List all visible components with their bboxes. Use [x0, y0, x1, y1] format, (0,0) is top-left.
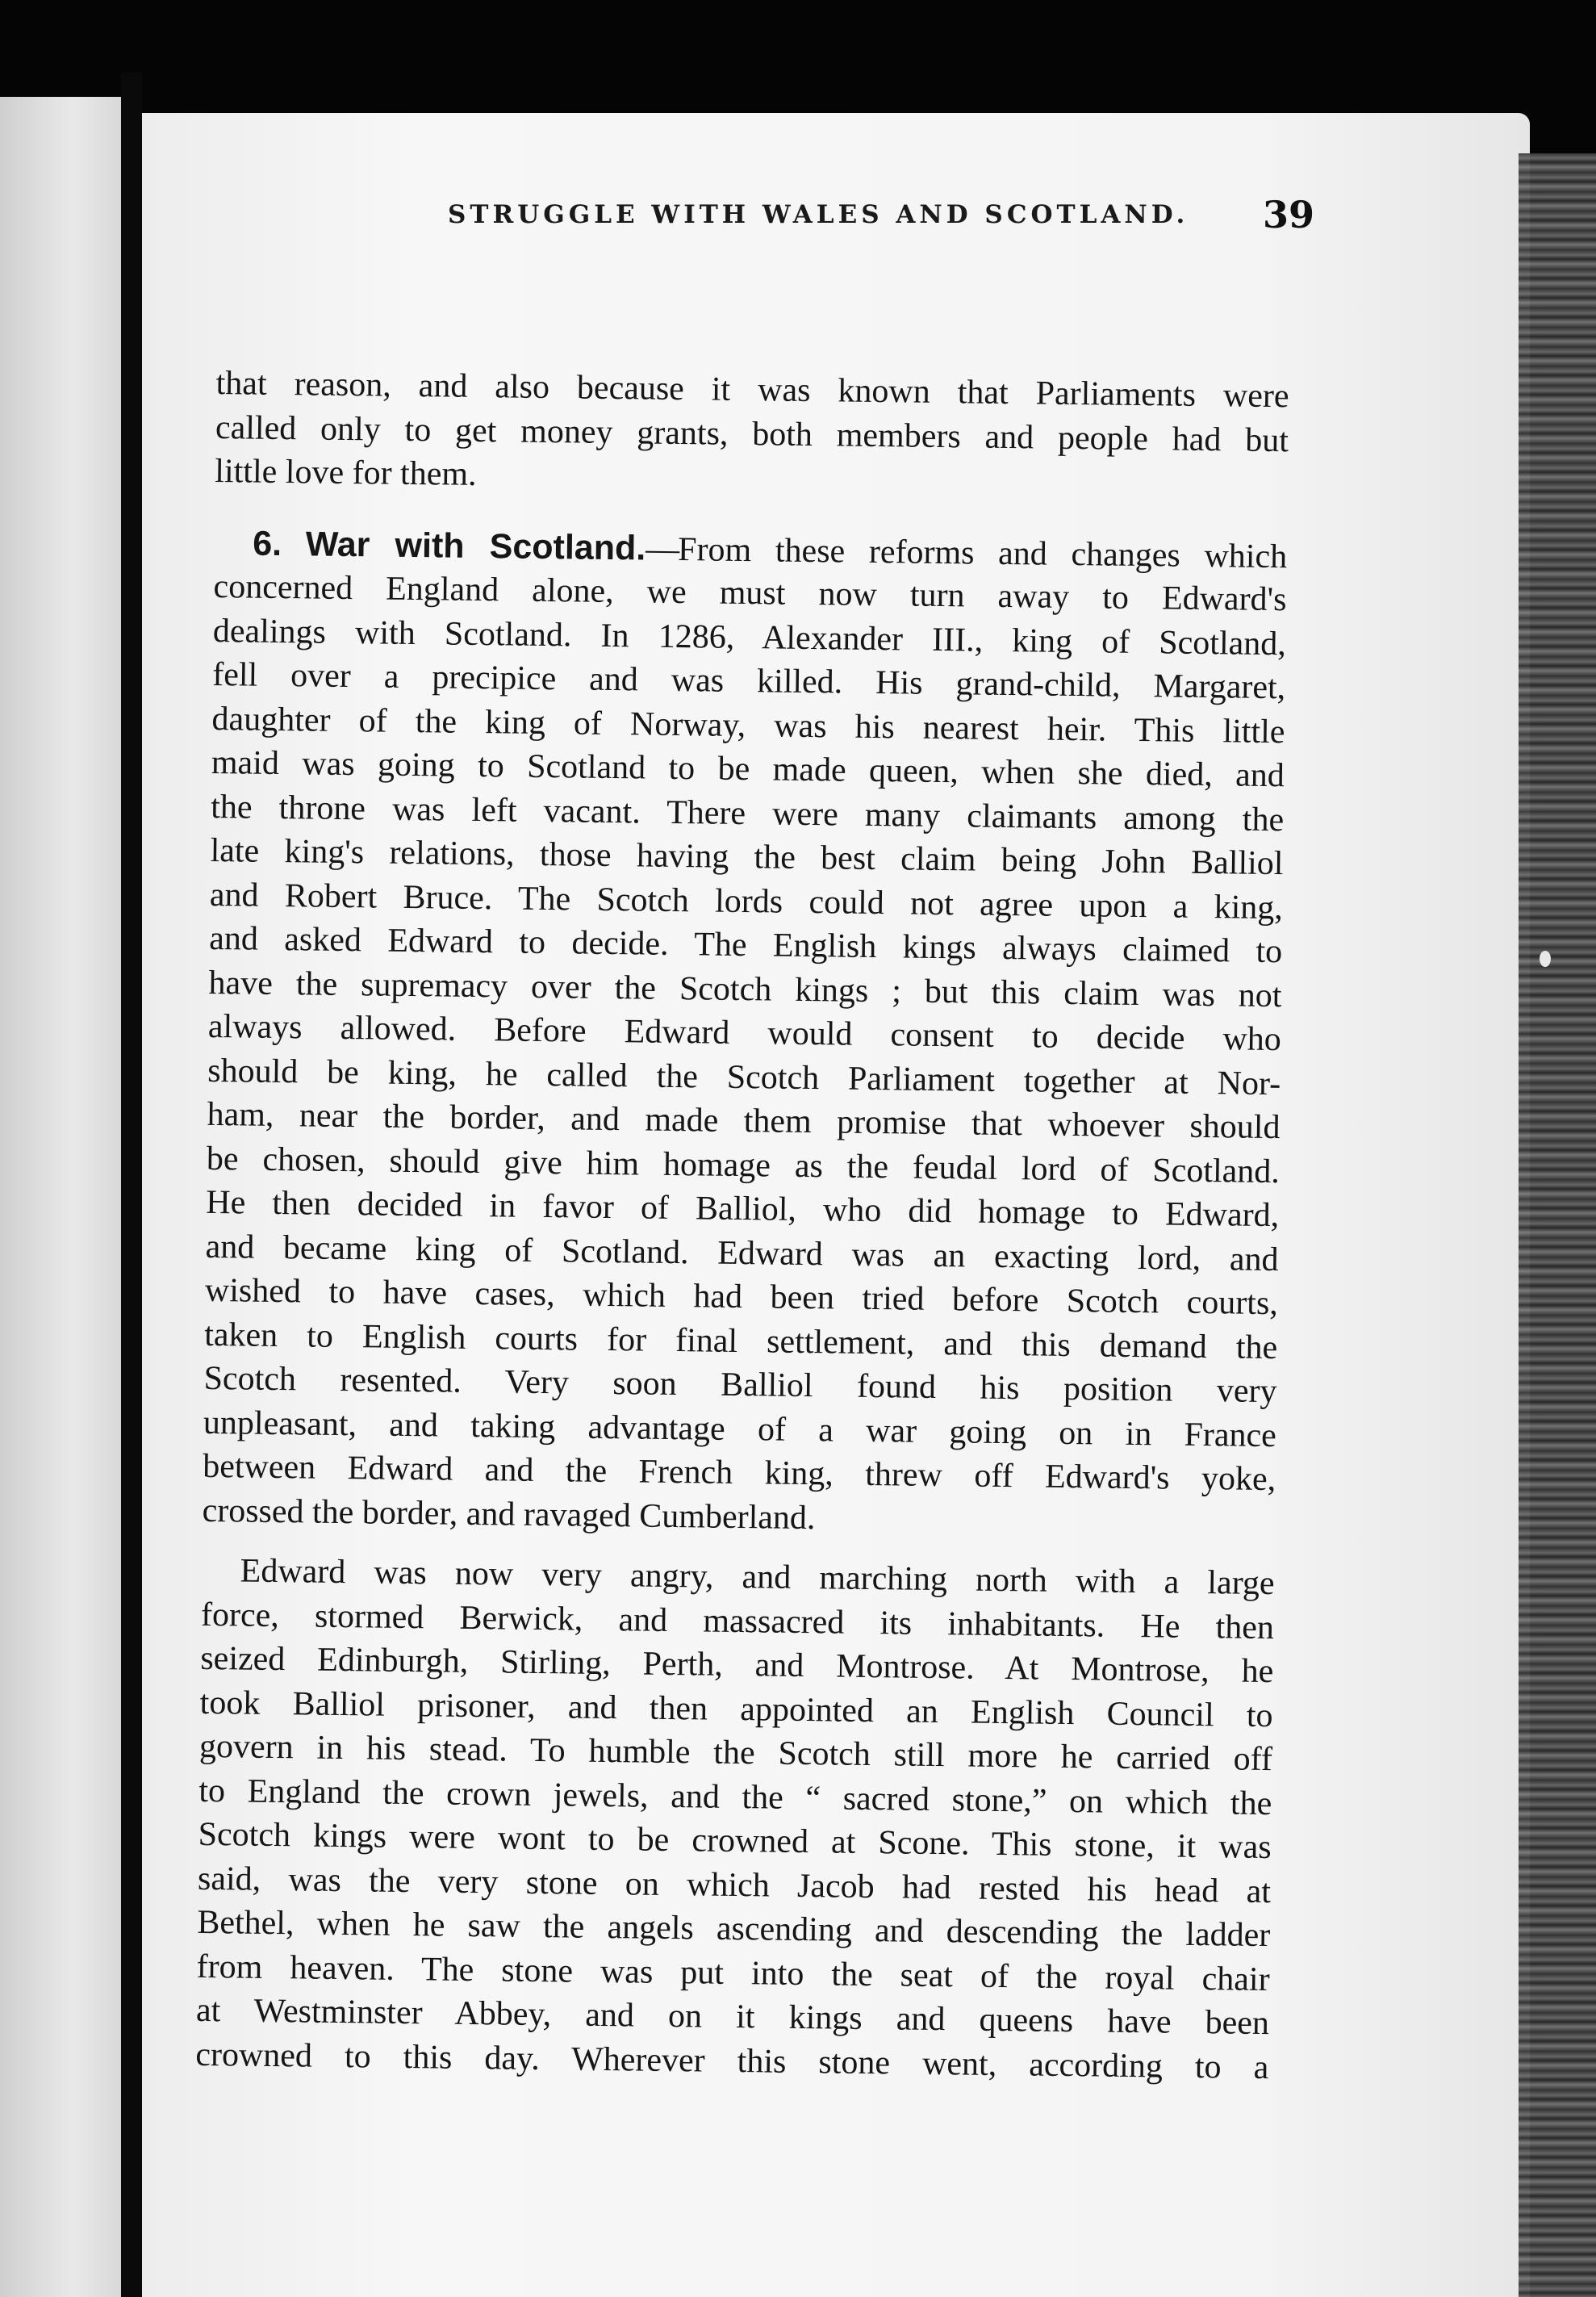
- text-line: at Westminster Abbey, and on it kings and queens have been: [195, 1991, 1270, 2043]
- text-line: and became king of Scotland. Edward was an exacting lord, and: [205, 1228, 1279, 1278]
- text-line: be chosen, should give him homage as the feudal lord of Scotland.: [206, 1140, 1281, 1190]
- text-line: Bethel, when he saw the angels ascending and descending the ladder: [197, 1903, 1271, 1955]
- page-header: [0, 182, 1596, 247]
- text-line: and Robert Bruce. The Scotch lords could not agree upon a king,: [209, 876, 1284, 927]
- section-dash: —: [645, 530, 679, 568]
- section-first-line-text: From these reforms and changes which: [677, 530, 1288, 575]
- text-line: and asked Edward to decide. The English kings always claimed to: [208, 919, 1283, 971]
- text-line: between Edward and the French king, threw off Edward's yoke,: [202, 1447, 1276, 1499]
- paragraph-war-with-scotland: [202, 521, 1287, 1546]
- text-line: should be king, he called the Scotch Parliament together at Nor-: [207, 1052, 1281, 1102]
- text-line: unpleasant, and taking advantage of a war going on in France: [203, 1404, 1277, 1454]
- text-line: fell over a precipice and was killed. His grand-child, Margaret,: [211, 655, 1286, 707]
- text-line: govern in his stead. To humble the Scotch still more he carried off: [198, 1727, 1273, 1779]
- text-line: seized Edinburgh, Stirling, Perth, and Montrose. At Montrose, he: [200, 1639, 1274, 1691]
- running-head: STRUGGLE WITH WALES AND SCOTLAND.: [448, 200, 1189, 229]
- text-line: He then decided in favor of Balliol, who did homage to Edward,: [205, 1183, 1280, 1235]
- text-line: took Balliol prisoner, and then appointed an English Council to: [199, 1684, 1273, 1734]
- section-number: 6.: [252, 524, 282, 563]
- book-binding-shadow: [121, 73, 142, 2297]
- text-line: said, was the very stone on which Jacob had rested his head at: [197, 1860, 1272, 1910]
- text-line: force, stormed Berwick, and massacred its inhabitants. He then: [200, 1596, 1275, 1646]
- section-title: War with Scotland.: [305, 524, 646, 568]
- text-line: ham, near the border, and made them promise that whoever should: [207, 1095, 1281, 1147]
- text-line: little love for them.: [215, 452, 477, 493]
- body-text: [195, 362, 1289, 2090]
- paragraph-edward-angry: [195, 1549, 1275, 2090]
- text-line: called only to get money grants, both members and people had but: [215, 408, 1289, 459]
- text-line: crossed the border, and ravaged Cumberland.: [202, 1492, 816, 1537]
- text-line: maid was going to Scotland to be made queen, when she died, and: [211, 743, 1285, 795]
- text-line: that reason, and also because it was known that Parliaments were: [215, 364, 1289, 416]
- text-line: always allowed. Before Edward would consent to decide who: [207, 1007, 1282, 1059]
- text-line: daughter of the king of Norway, was his nearest heir. This little: [211, 700, 1285, 751]
- page-stack-edge: [1519, 153, 1596, 2297]
- paragraph-intro: [215, 362, 1289, 507]
- text-line: late king's relations, those having the best claim being John Balliol: [210, 831, 1284, 883]
- text-line: Scotch resented. Very soon Balliol found his position very: [203, 1359, 1277, 1411]
- text-line: from heaven. The stone was put into the seat of the royal chair: [196, 1948, 1270, 1998]
- text-line: concerned England alone, we must now turn away to Edward's: [213, 567, 1287, 619]
- text-line: taken to English courts for final settlement, and this demand the: [203, 1316, 1278, 1366]
- text-line: wished to have cases, which had been tried before Scotch courts,: [204, 1271, 1279, 1323]
- text-line: Edward was now very angry, and marching north with a large: [240, 1552, 1275, 1603]
- text-line: dealings with Scotland. In 1286, Alexander III., king of Scotland,: [212, 612, 1287, 663]
- text-line: Scotch kings were wont to be crowned at Scone. This stone, it was: [198, 1815, 1272, 1867]
- edge-blemish: [1540, 951, 1551, 967]
- page-number: 39: [1263, 193, 1315, 236]
- text-line: crowned to this day. Wherever this stone went, according to a: [195, 2036, 1269, 2086]
- facing-page-edge: [0, 97, 121, 2297]
- text-line: have the supremacy over the Scotch kings ; but this claim was not: [208, 964, 1282, 1015]
- text-line: to England the crown jewels, and the “ sacred stone,” on which the: [198, 1772, 1272, 1822]
- text-line: the throne was left vacant. There were many claimants among the: [210, 788, 1285, 839]
